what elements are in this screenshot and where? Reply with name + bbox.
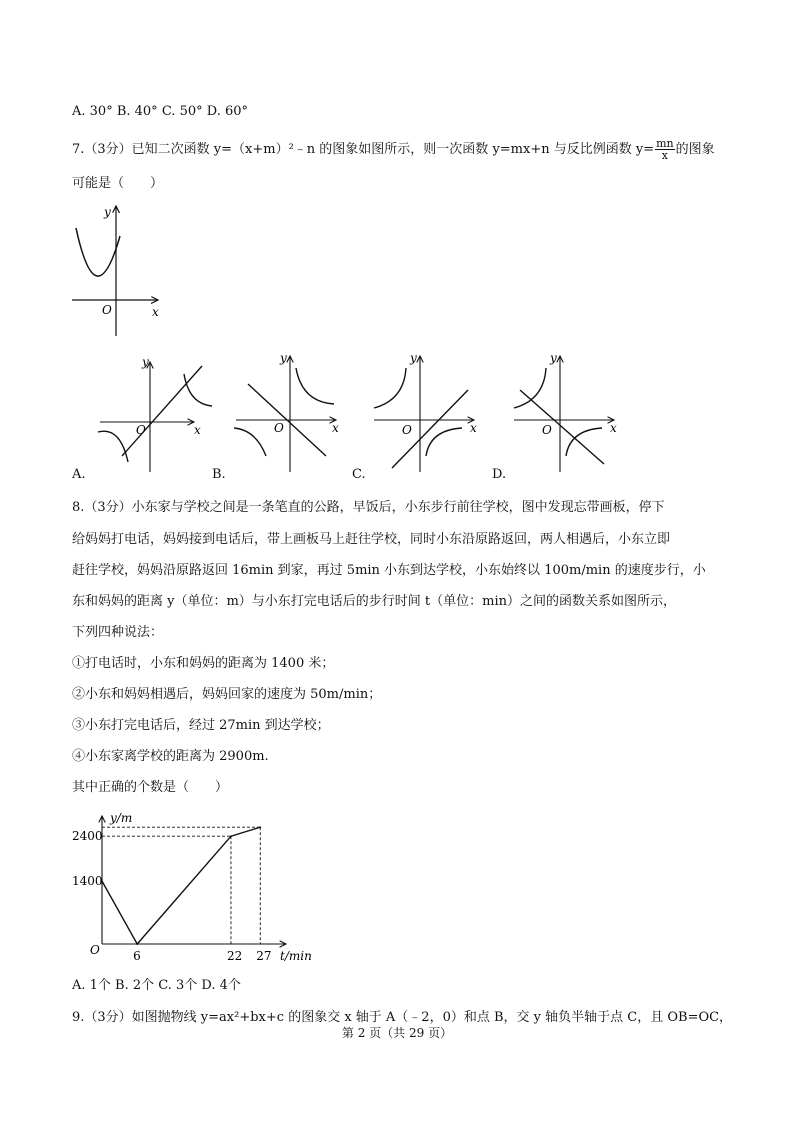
y-tick-label-1400: 1400 — [72, 874, 103, 889]
hyperbola-branch-2 — [566, 428, 602, 456]
q8-question: 其中正确的个数是（ ） — [72, 780, 229, 795]
q7-option-d-label[interactable]: D. — [492, 467, 507, 482]
q6-options: A. 30° B. 40° C. 50° D. 60° — [72, 104, 249, 119]
origin-label: O — [90, 943, 100, 957]
q7-stem — [72, 138, 715, 161]
q7-fraction: $\frac{mn}{x}$ — [656, 137, 674, 162]
q8-stem-line1: 8.（3分）小东家与学校之间是一条笔直的公路，早饭后，小东步行前往学校，图中发现忘带画板，停下 — [72, 500, 665, 515]
q8-statement-4: ④小东家离学校的距离为 2900m. — [72, 749, 269, 764]
hyperbola-branch-1 — [184, 374, 212, 406]
q8-statement-1: ①打电话时，小东和妈妈的距离为 1400 米； — [72, 656, 335, 671]
q8-stem-line5: 下列四种说法： — [72, 625, 164, 640]
svg-text:y: y — [550, 351, 557, 365]
q8-statement-2: ②小东和妈妈相遇后，妈妈回家的速度为 50m/min； — [72, 687, 382, 702]
svg-text:y: y — [142, 355, 149, 369]
data-point-3 — [259, 826, 261, 828]
x-tick-label-6: 6 — [133, 949, 141, 963]
data-point-2 — [230, 835, 232, 837]
q7-text-before: 7.（3分）已知二次函数 y=（x+m）²﹣n 的图象如图所示，则一次函数 y=mx+n 与反比例函数 y= — [72, 142, 655, 157]
hyperbola-branch-2 — [98, 431, 128, 462]
y-axis-label: y/m — [110, 811, 133, 825]
svg-text:O: O — [542, 423, 552, 437]
q7-text-after: 的图象 — [675, 142, 715, 157]
series-distance-line — [102, 827, 260, 944]
x-tick-label-27: 27 — [256, 949, 272, 963]
svg-text:O: O — [136, 423, 146, 437]
data-point-1 — [136, 943, 138, 945]
hyperbola-branch-2 — [426, 428, 462, 456]
q7-parabola-graph — [68, 200, 178, 340]
q7-option-c-label[interactable]: C. — [352, 467, 366, 482]
q8-stem-line4: 东和妈妈的距离 y（单位：m）与小东打完电话后的步行时间 t（单位：min）之间的函数关系如图所示， — [72, 594, 677, 609]
q7-option-a-label[interactable]: A. — [72, 467, 86, 482]
x-label: x — [152, 305, 159, 319]
line — [520, 390, 604, 464]
svg-text:x: x — [332, 421, 339, 435]
hyperbola-branch-2 — [234, 428, 266, 456]
origin-label: O — [102, 303, 112, 317]
y-label: y — [104, 205, 111, 219]
q8-distance-chart — [68, 806, 318, 974]
page-footer: 第 2 页（共 29 页） — [341, 1026, 453, 1040]
x-tick-label-22: 22 — [226, 949, 243, 963]
svg-text:O: O — [402, 423, 412, 437]
hyperbola-branch-1 — [374, 368, 406, 408]
svg-text:x: x — [194, 423, 201, 437]
q7-option-b-label[interactable]: B. — [212, 467, 226, 482]
q8-statement-3: ③小东打完电话后，经过 27min 到达学校； — [72, 718, 330, 733]
q9-stem: 9.（3分）如图抛物线 y=ax²+bx+c 的图象交 x 轴于 A（﹣2，0）和点 B，交 y 轴负半轴于点 C，且 OB=OC， — [72, 1010, 733, 1025]
hyperbola-branch-1 — [514, 368, 546, 408]
q7-stem-line2: 可能是（ ） — [72, 176, 164, 191]
svg-text:x: x — [470, 421, 477, 435]
q7-option-b-graph — [230, 352, 350, 474]
svg-text:O: O — [274, 421, 284, 435]
svg-text:x: x — [610, 421, 617, 435]
q7-option-d-graph — [510, 352, 630, 474]
q8-options: A. 1个 B. 2个 C. 3个 D. 4个 — [72, 978, 241, 993]
q7-option-c-graph — [370, 352, 490, 474]
svg-text:y: y — [410, 351, 417, 365]
parabola — [76, 228, 120, 276]
line — [122, 366, 202, 456]
hyperbola-branch-1 — [296, 368, 334, 404]
q7-option-a-graph — [90, 352, 210, 474]
q8-stem-line3: 赶往学校，妈妈沿原路返回 16min 到家，再过 5min 小东到达学校，小东始终以 100m/min 的速度步行，小 — [72, 563, 706, 578]
x-axis-label: t/min — [280, 949, 312, 963]
q8-stem-line2: 给妈妈打电话，妈妈接到电话后，带上画板马上赶往学校，同时小东沿原路返回，两人相遇后，小东立即 — [72, 532, 671, 547]
y-tick-label-2400: 2400 — [72, 829, 103, 844]
svg-text:y: y — [280, 351, 287, 365]
